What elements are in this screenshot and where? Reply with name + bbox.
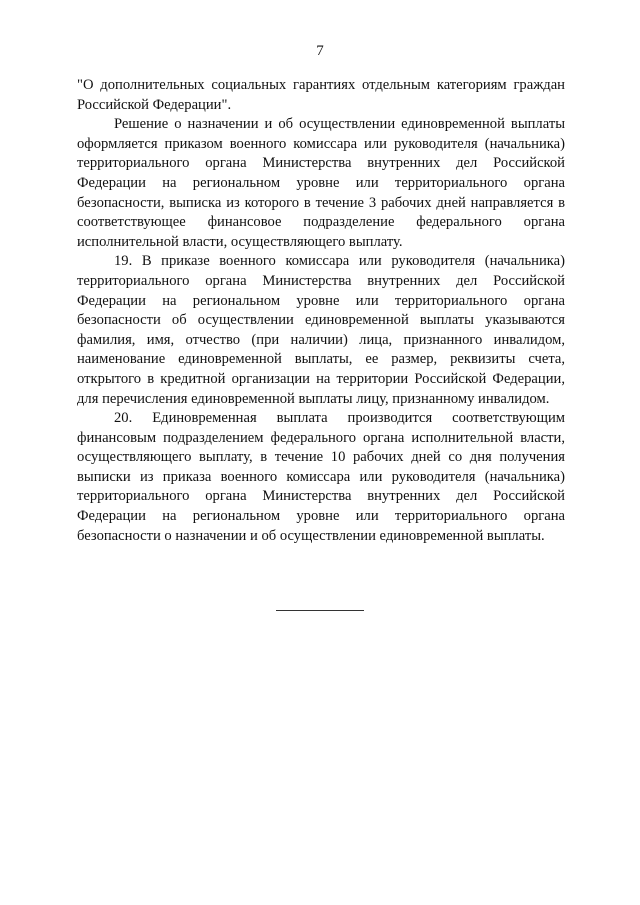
- paragraph-decision: Решение о назначении и об осуществлении единовременной выплаты оформляется приказом военного комиссара или руководителя (начальника) территориального органа Министерства внутренних дел Российской Федерации на региональном уровне или территориального органа безопасности, выписка из которого в течение 3 рабочих дней направляется в соответствующее финансовое подразделение федерального органа исполнительной власти, осуществляющего выплату.: [77, 116, 565, 250]
- page-number: 7: [316, 43, 324, 59]
- paragraph-item-19: 19. В приказе военного комиссара или руководителя (начальника) территориального органа Министерства внутренних дел Российской Федерации на региональном уровне или территориального органа безопасности об осуществлении единовременной выплаты указываются фамилия, имя, отчество (при наличии) лица, признанного инвалидом, наименование единовременной выплаты, ее размер, реквизиты счета, открытого в кредитной организации на территории Российской Федерации, для перечисления единовременной выплаты лицу, признанному инвалидом.: [77, 253, 565, 407]
- paragraph-quote-continuation: "О дополнительных социальных гарантиях отдельным категориям граждан Российской Федерации".: [77, 77, 565, 113]
- paragraph-item-20: 20. Единовременная выплата производится соответствующим финансовым подразделением федерального органа исполнительной власти, осуществляющего выплату, в течение 10 рабочих дней со дня получения выписки из приказа военного комиссара или руководителя (начальника) территориального органа Министерства внутренних дел Российской Федерации на региональном уровне или территориального органа безопасности о назначении и об осуществлении единовременной выплаты.: [77, 410, 565, 544]
- end-separator-line: [276, 610, 364, 611]
- document-body: [77, 76, 565, 546]
